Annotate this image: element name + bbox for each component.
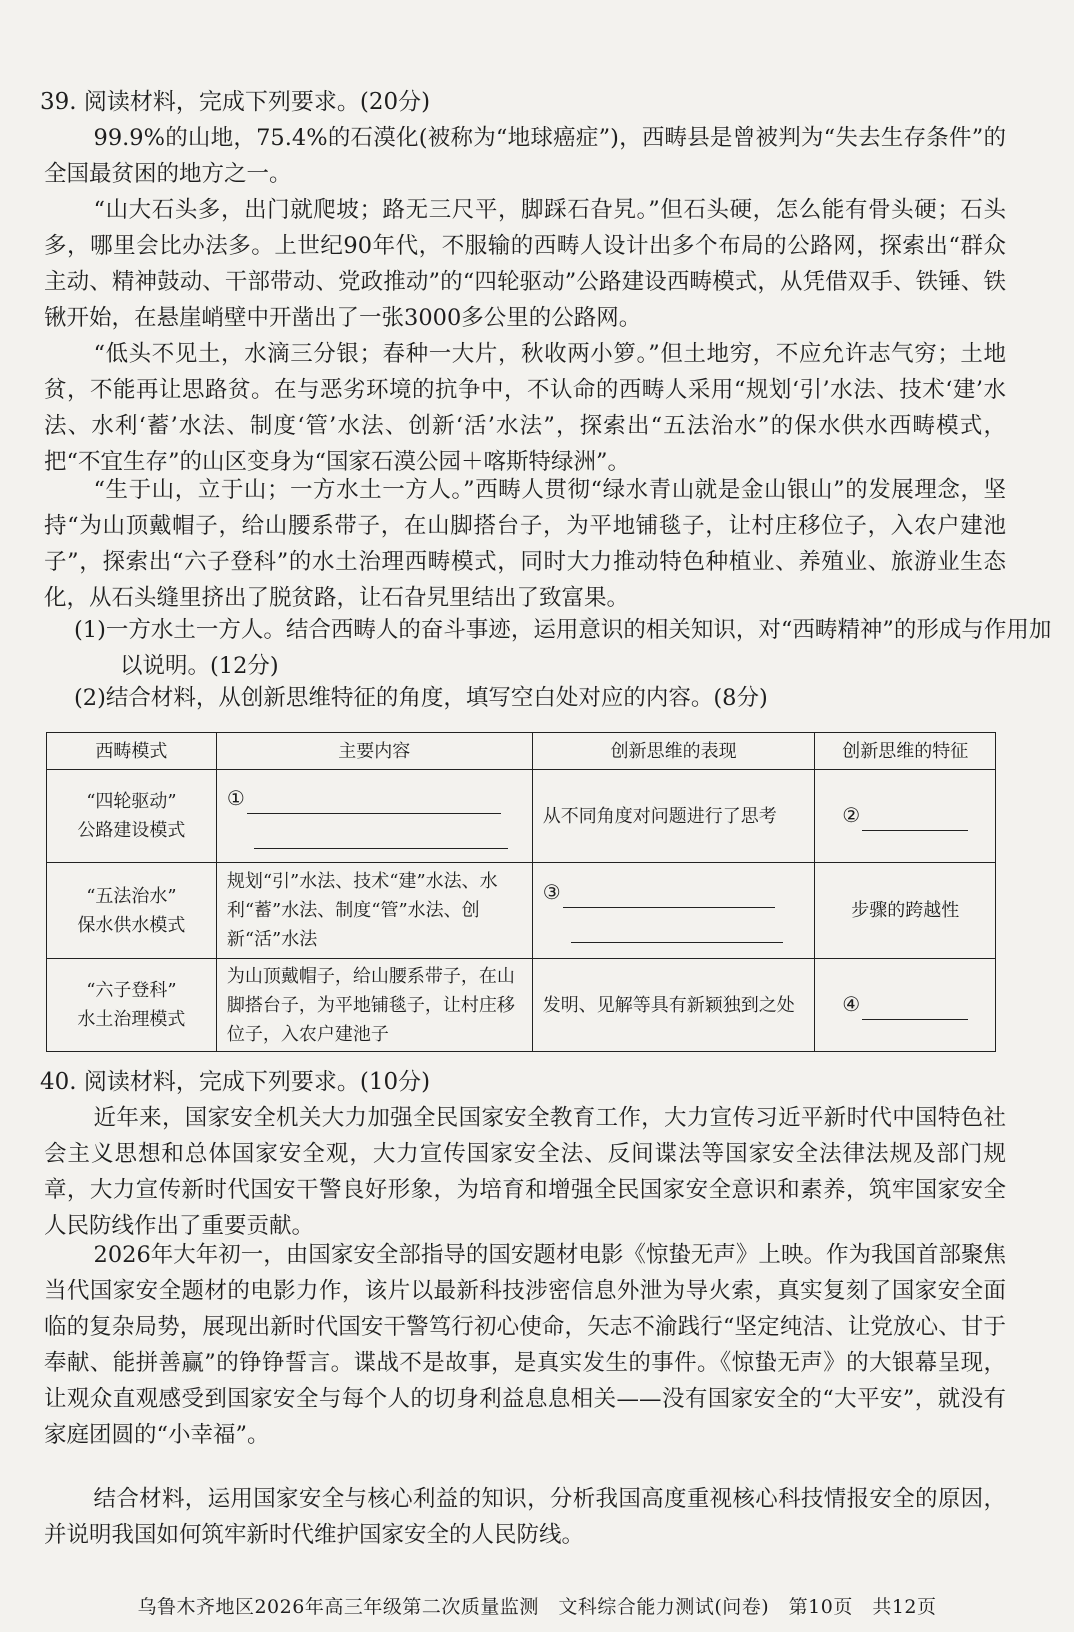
table-row bbox=[47, 770, 996, 863]
q39-subquestion-2: (2)结合材料，从创新思维特征的角度，填写空白处对应的内容。(8分) bbox=[74, 685, 768, 711]
mode-cell bbox=[47, 770, 217, 863]
q40-heading: 40. 阅读材料，完成下列要求。(10分) bbox=[40, 1069, 431, 1095]
feature-cell: 步骤的跨越性 bbox=[815, 863, 996, 959]
blank-marker: ① bbox=[226, 785, 245, 810]
blank-marker: ④ bbox=[842, 992, 861, 1016]
mode-name: “六子登科” bbox=[86, 980, 177, 1001]
xichou-mode-table bbox=[46, 732, 996, 1052]
table-header: 创新思维的特征 bbox=[815, 733, 996, 770]
mode-type: 保水供水模式 bbox=[77, 914, 186, 936]
page-footer: 乌鲁木齐地区2026年高三年级第二次质量监测 文科综合能力测试(问卷) 第10页 共12页 bbox=[137, 1596, 937, 1618]
answer-blank[interactable] bbox=[254, 848, 508, 849]
blank-marker: ③ bbox=[542, 880, 561, 904]
mode-name: “五法治水” bbox=[86, 885, 177, 907]
table-header: 西畴模式 bbox=[47, 733, 217, 770]
q40-paragraph: 2026年大年初一，由国家安全部指导的国安题材电影《惊蛰无声》上映。作为我国首部聚焦当代国家安全题材的电影力作，该片以最新科技涉密信息外泄为导火索，真实复刻了国家安全面临的复杂局势，展现出新时代国安干警笃行初心使命，矢志不渝践行“坚定纯洁、让党放心、甘于奉献、能拼善赢”的铮铮誓言。谍战不是故事，是真实发生的事件。《惊蛰无声》的大银幕呈现，让观众直观感受到国家安全与每个人的切身利益息息相关——没有国家安全的“大平安”，就没有家庭团圆的“小幸福”。 bbox=[44, 1242, 1006, 1448]
mode-cell bbox=[47, 959, 217, 1052]
answer-blank[interactable] bbox=[862, 1019, 968, 1020]
feature-cell bbox=[815, 770, 996, 863]
blank-marker: ② bbox=[842, 803, 861, 827]
feature-cell bbox=[815, 959, 996, 1052]
content-cell: 规划“引”水法、技术“建”水法、水利“蓄”水法、制度“管”水法、创新“活”水法 bbox=[216, 863, 532, 959]
q39-heading: 39. 阅读材料，完成下列要求。(20分) bbox=[40, 89, 431, 115]
content-cell bbox=[216, 770, 532, 863]
answer-blank[interactable] bbox=[247, 813, 501, 814]
performance-cell: 从不同角度对问题进行了思考 bbox=[532, 770, 815, 863]
performance-cell: 发明、见解等具有新颖独到之处 bbox=[532, 959, 815, 1052]
mode-type: 水土治理模式 bbox=[77, 1009, 186, 1030]
performance-cell bbox=[532, 863, 815, 959]
q39-paragraph: “低头不见土，水滴三分银；春种一大片，秋收两小箩。”但土地穷，不应允许志气穷；土地贫，不能再让思路贫。在与恶劣环境的抗争中，不认命的西畴人采用“规划‘引’水法、技术‘建’水法、水利‘蓄’水法、制度‘管’水法、创新‘活’水法”，探索出“五法治水”的保水供水西畴模式，把“不宜生存”的山区变身为“国家石漠公园＋喀斯特绿洲”。 bbox=[44, 341, 1006, 475]
table-row bbox=[47, 959, 996, 1052]
table-row bbox=[47, 863, 996, 959]
mode-type: 公路建设模式 bbox=[77, 820, 186, 841]
table-header-row bbox=[47, 733, 996, 770]
q39-paragraph: “山大石头多，出门就爬坡；路无三尺平，脚踩石旮旯。”但石头硬，怎么能有骨头硬；石头多，哪里会比办法多。上世纪90年代，不服输的西畴人设计出多个布局的公路网，探索出“群众主动、精神鼓动、干部带动、党政推动”的“四轮驱动”公路建设西畴模式，从凭借双手、铁锤、铁锹开始，在悬崖峭壁中开凿出了一张3000多公里的公路网。 bbox=[44, 197, 1006, 331]
q40-paragraph: 结合材料，运用国家安全与核心利益的知识，分析我国高度重视核心科技情报安全的原因，并说明我国如何筑牢新时代维护国家安全的人民防线。 bbox=[44, 1486, 1006, 1548]
q40-paragraph: 近年来，国家安全机关大力加强全民国家安全教育工作，大力宣传习近平新时代中国特色社会主义思想和总体国家安全观，大力宣传国家安全法、反间谍法等国家安全法律法规及部门规章，大力宣传新时代国安干警良好形象，为培育和增强全民国家安全意识和素养，筑牢国家安全人民防线作出了重要贡献。 bbox=[44, 1105, 1006, 1239]
content-cell: 为山顶戴帽子，给山腰系带子，在山脚搭台子，为平地铺毯子，让村庄移位子，入农户建池子 bbox=[216, 959, 532, 1052]
q39-subquestion-1: (1)一方水土一方人。结合西畴人的奋斗事迹，运用意识的相关知识，对“西畴精神”的形成与作用加以说明。(12分) bbox=[74, 617, 1052, 679]
table-header: 创新思维的表现 bbox=[532, 733, 815, 770]
q39-paragraph: “生于山，立于山；一方水土一方人。”西畴人贯彻“绿水青山就是金山银山”的发展理念，坚持“为山顶戴帽子，给山腰系带子，在山脚搭台子，为平地铺毯子，让村庄移位子，入农户建池子”，探索出“六子登科”的水土治理西畴模式，同时大力推动特色种植业、养殖业、旅游业生态化，从石头缝里挤出了脱贫路，让石旮旯里结出了致富果。 bbox=[44, 477, 1006, 611]
answer-blank[interactable] bbox=[571, 942, 783, 943]
answer-blank[interactable] bbox=[563, 907, 775, 908]
table-header: 主要内容 bbox=[216, 733, 532, 770]
mode-cell bbox=[47, 863, 217, 959]
answer-blank[interactable] bbox=[862, 830, 968, 831]
q39-paragraph: 99.9%的山地，75.4%的石漠化(被称为“地球癌症”)，西畴县是曾被判为“失去生存条件”的全国最贫困的地方之一。 bbox=[44, 125, 1006, 187]
mode-name: “四轮驱动” bbox=[86, 791, 177, 812]
